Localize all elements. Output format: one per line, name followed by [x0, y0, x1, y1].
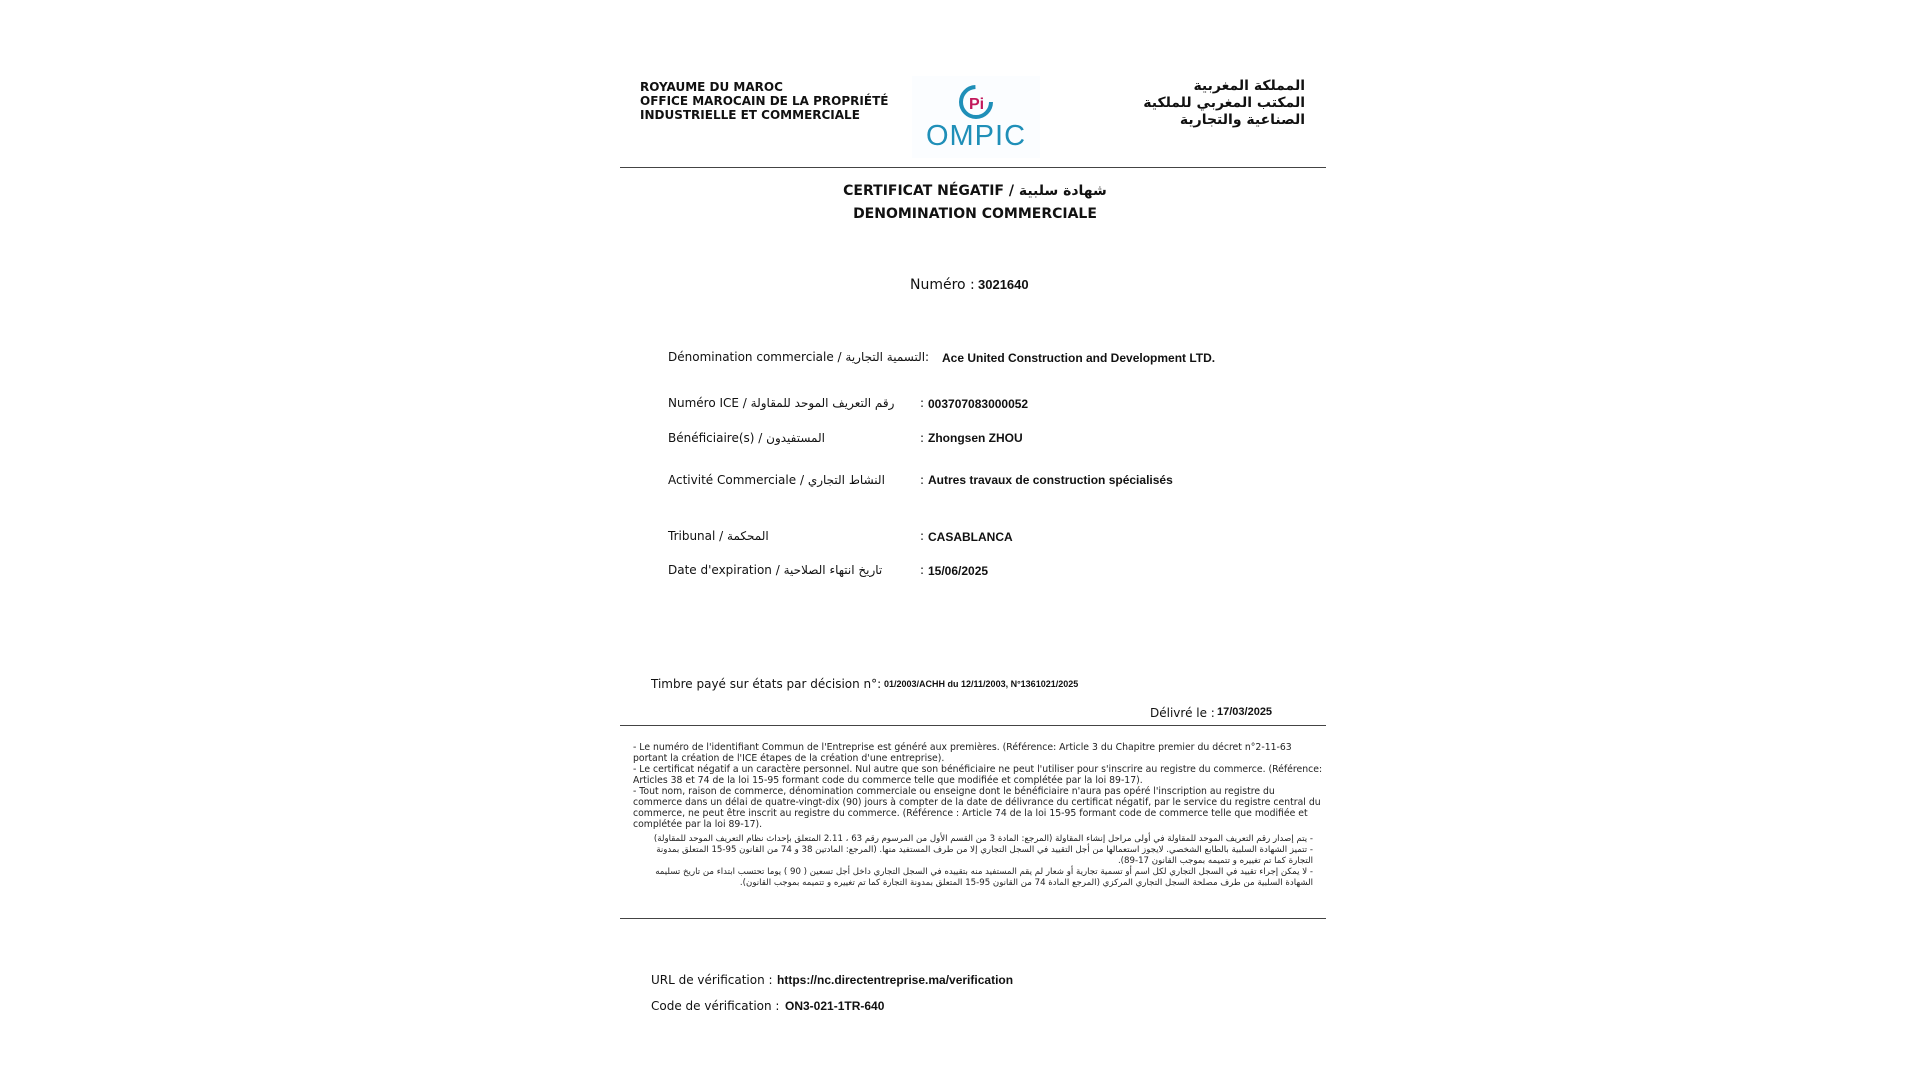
- timbre-value: 01/2003/ACHH du 12/11/2003, N°1361021/2025: [884, 679, 1079, 689]
- note-ar: - لا يمكن إجراء تقييد في السجل التجاري لكل اسم أو تسمية تجارية أو شعار لم يقم المستفيد منه بتقييده في السجل التجاري داخل أجل تسعين ( 90 ) يوما تحتسب ابتداء من تاريخ تسليمه الشهادة السلبية من طرف مصلحة السجل التجاري المركزي (المرجع المادة 74 من القانون 95-15 المتعلق بمدونة التجارة كما تم تغييره و تتميمه بموجب القانون).: [655, 867, 1313, 888]
- verification-url-label: URL de vérification :: [651, 973, 773, 987]
- certificate-subtitle: DENOMINATION COMMERCIALE: [853, 206, 1097, 222]
- field-label-tribunal: Tribunal / المحكمة: [668, 529, 769, 543]
- note-fr: - Le certificat négatif a un caractère personnel. Nul autre que son bénéficiaire ne peut l'utiliser pour s'inscrire au registre du commerce. (Référence: Articles 38 et 74 de la loi 15-95 formant code du commerce telle que modifiée et complétée par la loi 89-17).: [633, 764, 1323, 786]
- field-value-tribunal: CASABLANCA: [928, 530, 1013, 544]
- header-fr-line: OFFICE MAROCAIN DE LA PROPRIÉTÉ: [640, 94, 889, 108]
- notes-top-divider: [620, 725, 1326, 726]
- field-sep: :: [920, 431, 925, 445]
- field-value-beneficiaires: Zhongsen ZHOU: [928, 431, 1023, 445]
- notes-french: [633, 742, 1323, 830]
- field-value-activite: Autres travaux de construction spécialisés: [928, 473, 1173, 487]
- field-value-expiration: 15/06/2025: [928, 564, 989, 578]
- delivre-value: 17/03/2025: [1217, 706, 1273, 718]
- field-sep: :: [920, 396, 925, 410]
- certificate-title: CERTIFICAT NÉGATIF / شهادة سلبية: [843, 183, 1107, 199]
- header-ar-line: الصناعية والتجارية: [1179, 112, 1305, 128]
- delivre-label: Délivré le :: [1150, 706, 1215, 720]
- note-ar: - تتميز الشهادة السلبية بالطابع الشخصي. لايجوز استعمالها من أجل التقييد في السجل التجاري إلا من طرف المستفيد منها. (المرجع: المادتين 38 و 74 من القانون 95-15 المتعلق بمدونة التجارة كما تم تغييره و تتميمه بموجب القانون 17-89).: [656, 845, 1313, 866]
- notes-arabic: [640, 834, 1313, 889]
- verification-code-label: Code de vérification :: [651, 999, 780, 1013]
- verification-code-value: ON3-021-1TR-640: [785, 999, 885, 1013]
- ompic-logo: [912, 76, 1040, 158]
- header-fr-line: INDUSTRIELLE ET COMMERCIALE: [640, 108, 860, 122]
- field-label-ice: Numéro ICE / رقم التعريف الموحد للمقاولة: [668, 396, 895, 410]
- field-value-denomination: Ace United Construction and Development LTD.: [942, 351, 1216, 365]
- header-ar-line: المملكة المغربية: [1193, 78, 1305, 94]
- numero-label: Numéro :: [910, 277, 975, 293]
- note-ar: - يتم إصدار رقم التعريف الموحد للمقاولة في أولى مراحل إنشاء المقاولة (المرجع: المادة 3 من القسم الأول من المرسوم رقم 63 ، 2.11 المتعلق بإحداث نظام التعريف الموحد للمقاولة): [653, 834, 1313, 844]
- field-sep: :: [920, 529, 925, 543]
- field-label-activite: Activité Commerciale / النشاط التجاري: [668, 473, 885, 487]
- logo-icon-text: Pi: [969, 96, 985, 113]
- header-ar-line: المكتب المغربي للملكية: [1143, 95, 1305, 111]
- header-fr-line: ROYAUME DU MAROC: [640, 80, 783, 94]
- header-french: [640, 80, 888, 122]
- header-divider: [620, 167, 1326, 168]
- field-sep: :: [920, 563, 925, 577]
- verification-url-link[interactable]: https://nc.directentreprise.ma/verification: [777, 973, 1014, 987]
- field-label-beneficiaires: Bénéficiaire(s) / المستفيدون: [668, 431, 825, 445]
- note-fr: - Tout nom, raison de commerce, dénomination commerciale ou enseigne dont le bénéficiaire n'aura pas opéré l'inscription au registre du commerce dans un délai de quatre-vingt-dix (90) jours à compter de la date de délivrance du certificat négatif, par le service du registre central du commerce, ne peut être inscrit au registre du commerce. (Référence : Article 74 de la loi 15-95 formant code de commerce telle que modifiée et complétée par la loi 89-17).: [633, 786, 1321, 830]
- logo-text: OMPIC: [925, 120, 1027, 152]
- field-value-ice: 003707083000052: [928, 397, 1029, 411]
- notes-bottom-divider: [620, 918, 1326, 919]
- field-sep: :: [925, 350, 930, 364]
- field-label-expiration: Date d'expiration / تاريخ انتهاء الصلاحية: [668, 563, 883, 577]
- field-sep: :: [920, 473, 925, 487]
- timbre-label: Timbre payé sur états par décision n°:: [651, 677, 882, 691]
- header-arabic: [1100, 78, 1305, 129]
- numero-value: 3021640: [978, 277, 1029, 292]
- note-fr: - Le numéro de l'identifiant Commun de l'Entreprise est généré aux premières. (Référence: Article 3 du Chapitre premier du décret n°2-11-63 portant la création de l'ICE étapes de la création d'une entreprise).: [633, 742, 1292, 764]
- field-label-denomination: Dénomination commerciale / التسمية التجارية: [668, 350, 926, 364]
- ompic-emblem-icon: [912, 76, 1040, 122]
